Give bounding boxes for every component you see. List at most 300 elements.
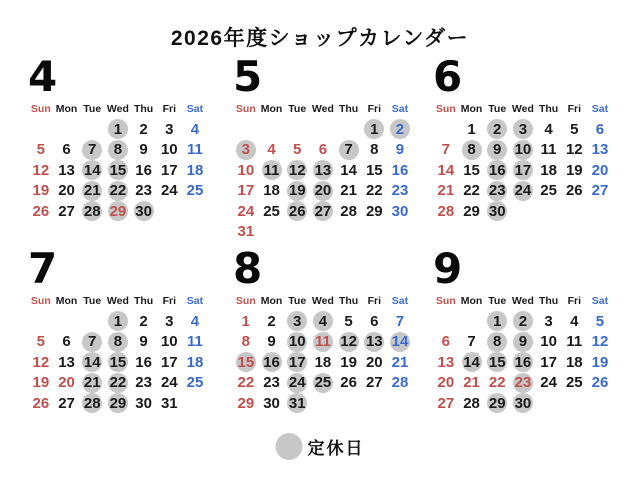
weekday-header-sat: Sat xyxy=(591,295,609,307)
day-cell-month8-day5 xyxy=(336,311,362,332)
day-number: 20 xyxy=(437,374,455,392)
day-cell-month5-day29 xyxy=(361,201,387,222)
day-cell-month7-day30 xyxy=(131,393,157,414)
day-number: 26 xyxy=(340,374,357,392)
month-days-grid xyxy=(233,311,419,414)
empty-day-cell xyxy=(28,311,54,332)
weekday-header-sun: Sun xyxy=(435,295,456,307)
day-cell-month4-day21 xyxy=(79,181,105,202)
month-days-grid xyxy=(28,311,214,414)
day-number: 6 xyxy=(318,141,328,159)
day-number: 18 xyxy=(186,161,204,179)
weekday-header-wed: Wed xyxy=(311,295,334,307)
weekday-header-row xyxy=(233,294,419,309)
day-cell-month4-day27 xyxy=(54,201,80,222)
day-number: 3 xyxy=(165,312,174,330)
weekday-header-sat: Sat xyxy=(186,103,204,115)
day-number: 6 xyxy=(370,312,379,330)
day-number: 8 xyxy=(467,141,476,159)
day-number: 5 xyxy=(595,312,605,330)
day-cell-month8-day20 xyxy=(361,352,387,373)
day-number: 29 xyxy=(109,394,127,412)
day-cell-month4-day6 xyxy=(54,140,80,161)
weekday-header-sun: Sun xyxy=(30,295,51,307)
legend-label: 定休日 xyxy=(307,439,365,458)
day-number: 28 xyxy=(437,202,455,220)
day-number: 5 xyxy=(344,312,353,330)
empty-day-cell xyxy=(259,119,285,140)
day-cell-month8-day17 xyxy=(284,352,310,373)
day-number: 20 xyxy=(58,182,75,200)
empty-day-cell xyxy=(79,311,105,332)
day-cell-month4-day16 xyxy=(131,160,157,181)
weekday-header-fri: Fri xyxy=(567,295,581,307)
day-number: 1 xyxy=(241,312,251,330)
month-4 xyxy=(28,52,214,222)
day-cell-month7-day8 xyxy=(105,332,131,353)
day-cell-month7-day13 xyxy=(54,352,80,373)
weekday-header-wed: Wed xyxy=(511,103,534,115)
day-cell-month6-day13 xyxy=(587,140,613,161)
day-number: 21 xyxy=(437,182,455,200)
day-cell-month4-day20 xyxy=(54,181,80,202)
day-number: 5 xyxy=(36,333,46,351)
day-cell-month7-day6 xyxy=(54,332,80,353)
month-8 xyxy=(233,244,419,414)
day-number: 13 xyxy=(437,353,455,371)
month-6 xyxy=(433,52,619,222)
weekday-header-wed: Wed xyxy=(106,295,129,307)
day-cell-month8-day16 xyxy=(259,352,285,373)
day-number: 1 xyxy=(467,120,476,138)
day-number: 9 xyxy=(395,141,405,159)
day-cell-month8-day30 xyxy=(259,393,285,414)
legend xyxy=(276,433,365,460)
empty-day-cell xyxy=(433,119,459,140)
day-cell-month6-day11 xyxy=(536,140,562,161)
day-number: 3 xyxy=(293,312,302,330)
day-number: 5 xyxy=(293,141,302,159)
day-cell-month8-day24 xyxy=(284,373,310,394)
day-number: 26 xyxy=(32,202,50,220)
day-cell-month9-day22 xyxy=(484,373,510,394)
day-number: 2 xyxy=(395,120,405,138)
day-number: 12 xyxy=(32,161,50,179)
weekday-header-fri: Fri xyxy=(367,103,381,115)
day-cell-month6-day10 xyxy=(510,140,536,161)
day-number: 24 xyxy=(160,182,178,200)
day-number: 7 xyxy=(467,333,476,351)
day-cell-month7-day25 xyxy=(182,373,208,394)
day-number: 3 xyxy=(544,312,553,330)
day-number: 19 xyxy=(591,353,609,371)
day-number: 18 xyxy=(565,353,583,371)
day-cell-month6-day16 xyxy=(484,160,510,181)
day-number: 14 xyxy=(463,353,480,371)
day-cell-month7-day19 xyxy=(28,373,54,394)
day-number: 22 xyxy=(109,182,127,200)
day-number: 19 xyxy=(565,161,583,179)
day-number: 13 xyxy=(314,161,332,179)
day-cell-month8-day27 xyxy=(361,373,387,394)
day-number: 21 xyxy=(391,353,409,371)
day-cell-month7-day15 xyxy=(105,352,131,373)
day-number: 22 xyxy=(109,374,127,392)
day-cell-month5-day2 xyxy=(387,119,413,140)
weekday-header-row xyxy=(28,294,214,309)
day-number: 14 xyxy=(83,161,101,179)
day-number: 14 xyxy=(340,161,357,179)
month-number: 7 xyxy=(28,244,58,293)
day-cell-month5-day14 xyxy=(336,160,362,181)
day-cell-month6-day29 xyxy=(459,201,485,222)
day-number: 17 xyxy=(514,161,532,179)
day-number: 2 xyxy=(139,120,148,138)
day-cell-month6-day24 xyxy=(510,181,536,202)
day-cell-month8-day10 xyxy=(284,332,310,353)
day-number: 25 xyxy=(540,182,557,200)
day-cell-month4-day24 xyxy=(156,181,182,202)
day-number: 24 xyxy=(237,202,255,220)
day-number: 30 xyxy=(135,202,152,220)
empty-day-cell xyxy=(54,119,80,140)
day-number: 31 xyxy=(288,394,306,412)
day-number: 10 xyxy=(540,333,557,351)
day-cell-month6-day9 xyxy=(484,140,510,161)
day-cell-month5-day3 xyxy=(233,140,259,161)
day-cell-month6-day17 xyxy=(510,160,536,181)
day-cell-month5-day12 xyxy=(284,160,310,181)
day-number: 2 xyxy=(139,312,148,330)
day-number: 20 xyxy=(365,353,383,371)
day-cell-month4-day8 xyxy=(105,140,131,161)
day-cell-month6-day7 xyxy=(433,140,459,161)
day-cell-month5-day24 xyxy=(233,201,259,222)
month-days-grid xyxy=(433,119,619,222)
day-number: 15 xyxy=(463,161,480,179)
day-number: 22 xyxy=(365,182,383,200)
day-number: 10 xyxy=(237,161,255,179)
weekday-header-sat: Sat xyxy=(391,295,409,307)
day-number: 25 xyxy=(565,374,583,392)
weekday-header-mon: Mon xyxy=(55,103,78,115)
weekday-header-wed: Wed xyxy=(311,103,334,115)
empty-day-cell xyxy=(28,119,54,140)
day-number: 6 xyxy=(595,120,605,138)
day-number: 2 xyxy=(267,312,276,330)
day-number: 26 xyxy=(591,374,609,392)
day-cell-month7-day14 xyxy=(79,352,105,373)
day-cell-month6-day12 xyxy=(561,140,587,161)
day-number: 23 xyxy=(263,374,280,392)
day-number: 24 xyxy=(288,374,306,392)
day-number: 19 xyxy=(340,353,357,371)
day-number: 22 xyxy=(237,374,255,392)
day-cell-month6-day26 xyxy=(561,181,587,202)
day-cell-month5-day1 xyxy=(361,119,387,140)
day-number: 9 xyxy=(267,333,276,351)
day-number: 17 xyxy=(540,353,557,371)
weekday-header-row xyxy=(433,102,619,117)
day-number: 30 xyxy=(391,202,409,220)
day-cell-month9-day29 xyxy=(484,393,510,414)
day-number: 1 xyxy=(113,120,123,138)
day-cell-month9-day4 xyxy=(561,311,587,332)
day-cell-month4-day22 xyxy=(105,181,131,202)
day-cell-month4-day12 xyxy=(28,160,54,181)
weekday-header-sat: Sat xyxy=(186,295,204,307)
day-number: 9 xyxy=(139,141,148,159)
day-cell-month4-day5 xyxy=(28,140,54,161)
day-number: 7 xyxy=(395,312,405,330)
month-number: 4 xyxy=(28,52,58,101)
month-number: 6 xyxy=(433,52,463,101)
day-cell-month6-day20 xyxy=(587,160,613,181)
day-cell-month7-day27 xyxy=(54,393,80,414)
day-cell-month7-day16 xyxy=(131,352,157,373)
day-cell-month5-day13 xyxy=(310,160,336,181)
day-cell-month8-day11 xyxy=(310,332,336,353)
day-cell-month5-day8 xyxy=(361,140,387,161)
day-number: 23 xyxy=(135,182,152,200)
day-cell-month8-day15 xyxy=(233,352,259,373)
month-number: 5 xyxy=(233,52,263,101)
day-cell-month9-day20 xyxy=(433,373,459,394)
day-cell-month7-day7 xyxy=(79,332,105,353)
weekday-header-mon: Mon xyxy=(55,295,78,307)
day-number: 11 xyxy=(187,333,203,351)
closed-day-circle-icon xyxy=(276,433,303,460)
month-number: 8 xyxy=(233,244,263,293)
weekday-header-fri: Fri xyxy=(567,103,581,115)
day-cell-month6-day27 xyxy=(587,181,613,202)
day-number: 2 xyxy=(518,312,528,330)
weekday-header-tue: Tue xyxy=(83,103,102,115)
day-number: 18 xyxy=(186,353,204,371)
day-cell-month8-day25 xyxy=(310,373,336,394)
day-number: 27 xyxy=(58,202,75,220)
empty-day-cell xyxy=(284,119,310,140)
day-number: 19 xyxy=(32,374,50,392)
day-number: 30 xyxy=(263,394,280,412)
day-number: 15 xyxy=(237,353,255,371)
day-cell-month5-day31 xyxy=(233,222,259,243)
empty-day-cell xyxy=(54,311,80,332)
day-number: 26 xyxy=(288,202,306,220)
day-cell-month5-day22 xyxy=(361,181,387,202)
day-number: 23 xyxy=(488,182,506,200)
weekday-header-mon: Mon xyxy=(460,103,483,115)
weekday-header-row xyxy=(433,294,619,309)
day-number: 20 xyxy=(314,182,332,200)
page-title: 2026年度ショップカレンダー xyxy=(170,27,470,50)
day-cell-month9-day17 xyxy=(536,352,562,373)
day-cell-month5-day9 xyxy=(387,140,413,161)
day-cell-month6-day18 xyxy=(536,160,562,181)
day-number: 8 xyxy=(113,141,123,159)
weekday-header-fri: Fri xyxy=(162,295,176,307)
day-number: 28 xyxy=(391,374,409,392)
day-number: 12 xyxy=(32,353,50,371)
day-cell-month7-day23 xyxy=(131,373,157,394)
day-number: 16 xyxy=(135,353,152,371)
weekday-header-tue: Tue xyxy=(288,295,307,307)
day-number: 30 xyxy=(135,394,152,412)
day-cell-month4-day17 xyxy=(156,160,182,181)
day-number: 1 xyxy=(370,120,379,138)
day-cell-month9-day14 xyxy=(459,352,485,373)
day-cell-month9-day10 xyxy=(536,332,562,353)
day-cell-month8-day31 xyxy=(284,393,310,414)
day-number: 4 xyxy=(570,312,579,330)
day-cell-month7-day5 xyxy=(28,332,54,353)
day-cell-month9-day6 xyxy=(433,332,459,353)
day-number: 24 xyxy=(514,182,532,200)
day-cell-month5-day23 xyxy=(387,181,413,202)
day-number: 7 xyxy=(441,141,451,159)
day-cell-month4-day18 xyxy=(182,160,208,181)
day-cell-month5-day11 xyxy=(259,160,285,181)
day-number: 11 xyxy=(314,333,331,351)
day-cell-month6-day28 xyxy=(433,201,459,222)
day-cell-month8-day28 xyxy=(387,373,413,394)
day-number: 4 xyxy=(544,120,553,138)
weekday-header-tue: Tue xyxy=(488,103,507,115)
day-cell-month6-day23 xyxy=(484,181,510,202)
day-cell-month9-day9 xyxy=(510,332,536,353)
day-cell-month7-day21 xyxy=(79,373,105,394)
day-number: 18 xyxy=(314,353,332,371)
day-number: 14 xyxy=(437,161,455,179)
day-cell-month5-day5 xyxy=(284,140,310,161)
month-number: 9 xyxy=(433,244,463,293)
weekday-header-sat: Sat xyxy=(591,103,609,115)
day-cell-month9-day2 xyxy=(510,311,536,332)
day-number: 14 xyxy=(83,353,101,371)
empty-day-cell xyxy=(233,119,259,140)
day-number: 23 xyxy=(514,374,532,392)
day-cell-month8-day4 xyxy=(310,311,336,332)
day-number: 4 xyxy=(190,312,200,330)
day-number: 3 xyxy=(241,141,251,159)
day-cell-month9-day12 xyxy=(587,332,613,353)
day-number: 28 xyxy=(340,202,357,220)
day-number: 28 xyxy=(83,202,101,220)
day-number: 16 xyxy=(488,161,506,179)
day-number: 25 xyxy=(263,202,280,220)
day-number: 3 xyxy=(165,120,174,138)
weekday-header-thu: Thu xyxy=(538,103,559,115)
day-number: 17 xyxy=(160,161,178,179)
day-cell-month7-day24 xyxy=(156,373,182,394)
day-number: 25 xyxy=(186,374,204,392)
day-cell-month9-day1 xyxy=(484,311,510,332)
day-number: 8 xyxy=(113,333,123,351)
day-cell-month6-day1 xyxy=(459,119,485,140)
weekday-header-mon: Mon xyxy=(460,295,483,307)
weekday-header-tue: Tue xyxy=(83,295,102,307)
day-cell-month4-day13 xyxy=(54,160,80,181)
day-number: 23 xyxy=(135,374,152,392)
day-cell-month8-day3 xyxy=(284,311,310,332)
day-cell-month5-day6 xyxy=(310,140,336,161)
day-cell-month4-day15 xyxy=(105,160,131,181)
day-number: 7 xyxy=(88,141,97,159)
day-number: 9 xyxy=(518,333,528,351)
day-cell-month8-day6 xyxy=(361,311,387,332)
day-number: 4 xyxy=(267,141,276,159)
day-cell-month4-day29 xyxy=(105,201,131,222)
day-cell-month6-day14 xyxy=(433,160,459,181)
day-cell-month5-day10 xyxy=(233,160,259,181)
month-7 xyxy=(28,244,214,414)
day-cell-month4-day23 xyxy=(131,181,157,202)
day-number: 31 xyxy=(160,394,178,412)
day-cell-month8-day18 xyxy=(310,352,336,373)
weekday-header-thu: Thu xyxy=(538,295,559,307)
day-number: 8 xyxy=(493,333,502,351)
day-cell-month5-day20 xyxy=(310,181,336,202)
day-number: 5 xyxy=(36,141,46,159)
day-cell-month7-day22 xyxy=(105,373,131,394)
day-number: 12 xyxy=(565,141,583,159)
day-number: 16 xyxy=(514,353,532,371)
month-9 xyxy=(433,244,619,414)
weekday-header-sun: Sun xyxy=(235,103,256,115)
day-cell-month7-day4 xyxy=(182,311,208,332)
day-number: 17 xyxy=(288,353,306,371)
day-number: 22 xyxy=(463,182,480,200)
day-number: 28 xyxy=(83,394,101,412)
day-number: 10 xyxy=(288,333,306,351)
weekday-header-tue: Tue xyxy=(288,103,307,115)
day-cell-month8-day1 xyxy=(233,311,259,332)
day-number: 27 xyxy=(58,394,75,412)
day-cell-month8-day9 xyxy=(259,332,285,353)
empty-day-cell xyxy=(459,311,485,332)
day-number: 23 xyxy=(391,182,409,200)
day-number: 13 xyxy=(58,161,75,179)
weekday-header-mon: Mon xyxy=(260,295,283,307)
day-cell-month7-day31 xyxy=(156,393,182,414)
day-cell-month7-day1 xyxy=(105,311,131,332)
day-number: 20 xyxy=(591,161,609,179)
day-number: 15 xyxy=(365,161,383,179)
day-number: 2 xyxy=(493,120,502,138)
empty-day-cell xyxy=(433,311,459,332)
day-number: 13 xyxy=(365,333,383,351)
day-number: 19 xyxy=(288,182,306,200)
day-number: 15 xyxy=(109,353,127,371)
day-cell-month5-day26 xyxy=(284,201,310,222)
day-number: 19 xyxy=(32,182,50,200)
month-days-grid xyxy=(28,119,214,222)
day-cell-month6-day30 xyxy=(484,201,510,222)
day-number: 29 xyxy=(463,202,480,220)
day-number: 9 xyxy=(493,141,502,159)
day-number: 17 xyxy=(160,353,178,371)
day-number: 27 xyxy=(437,394,455,412)
weekday-header-sat: Sat xyxy=(391,103,409,115)
day-cell-month4-day3 xyxy=(156,119,182,140)
day-number: 21 xyxy=(83,374,101,392)
day-number: 21 xyxy=(463,374,480,392)
day-cell-month8-day12 xyxy=(336,332,362,353)
day-cell-month5-day27 xyxy=(310,201,336,222)
day-cell-month9-day18 xyxy=(561,352,587,373)
day-cell-month9-day25 xyxy=(561,373,587,394)
day-number: 4 xyxy=(190,120,200,138)
